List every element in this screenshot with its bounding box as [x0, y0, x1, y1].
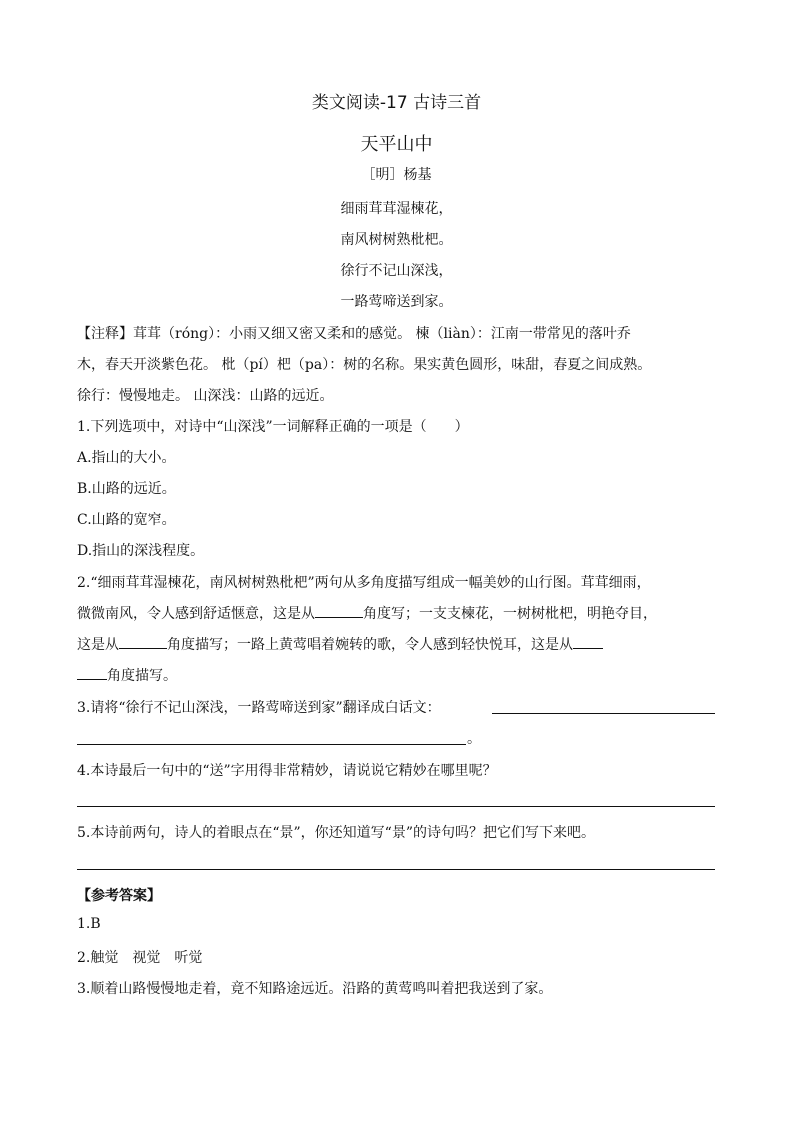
question-2-line-2-a: 微微南风，令人感到舒适惬意，这是从 — [77, 606, 315, 622]
question-5-stem: 5.本诗前两句，诗人的着眼点在“景”，你还知道写“景”的诗句吗？把它们写下来吧。 — [77, 825, 595, 841]
answer-blank-3[interactable] — [573, 634, 603, 649]
answer-blank-2[interactable] — [119, 634, 167, 649]
question-2-line-3-b: 角度描写；一路上黄莺唱着婉转的歌，令人感到轻快悦耳，这是从 — [167, 637, 573, 653]
question-2-line-3 — [77, 634, 603, 654]
poem-title: 天平山中 — [360, 134, 433, 155]
question-2-line-4-text: 角度描写。 — [107, 668, 177, 684]
answer-line-q3-a[interactable] — [492, 713, 715, 714]
poem-line-1: 细雨茸茸湿楝花， — [340, 201, 453, 217]
poem-author: ［明］杨基 — [361, 167, 432, 183]
question-4-stem: 4.本诗最后一句中的“送”字用得非常精妙，请说说它精妙在哪里呢？ — [77, 763, 497, 779]
answer-2: 2.触觉 视觉 听觉 — [77, 950, 203, 966]
page-title: 类文阅读-17 古诗三首 — [311, 93, 482, 113]
option-b: B.山路的远近。 — [77, 481, 176, 497]
answer-line-q5[interactable] — [77, 869, 715, 870]
question-3-end: 。 — [467, 731, 481, 747]
answer-3: 3.顺着山路慢慢地走着，竟不知路途远近。沿路的黄莺鸣叫着把我送到了家。 — [77, 981, 553, 997]
question-3-stem: 3.请将“徐行不记山深浅，一路莺啼送到家”翻译成白话文： — [77, 700, 441, 716]
option-d: D.指山的深浅程度。 — [77, 543, 205, 559]
answer-blank-3-continued[interactable] — [77, 665, 107, 680]
question-2-line-2-b: 角度写；一支支楝花，一树树枇杷，明艳夺目， — [363, 606, 657, 622]
notes-line-3: 徐行：慢慢地走。 山深浅：山路的远近。 — [77, 388, 334, 404]
option-c: C.山路的宽窄。 — [77, 512, 176, 528]
notes-line-2: 木，春天开淡紫色花。 枇（pí）杷（pa）：树的名称。果实黄色圆形，味甜，春夏之间成熟。 — [77, 357, 652, 373]
question-2-line-3-a: 这是从 — [77, 637, 119, 653]
option-a: A.指山的大小。 — [77, 450, 176, 466]
poem-line-4: 一路莺啼送到家。 — [340, 294, 453, 310]
answers-heading: 【参考答案】 — [77, 888, 161, 904]
question-2-line-4 — [77, 665, 177, 685]
answer-1: 1.B — [77, 916, 101, 932]
answer-line-q4[interactable] — [77, 806, 715, 807]
poem-line-2: 南风树树熟枇杷。 — [340, 232, 453, 248]
answer-line-q3-b[interactable] — [77, 744, 466, 745]
poem-line-3: 徐行不记山深浅， — [340, 263, 453, 279]
answer-blank-1[interactable] — [315, 603, 363, 618]
question-1-stem: 1.下列选项中，对诗中“山深浅”一词解释正确的一项是（ ） — [77, 419, 469, 435]
question-2-line-2 — [77, 603, 657, 623]
notes-line-1: 【注释】茸茸（róng）：小雨又细又密又柔和的感觉。 楝（liàn）：江南一带常见的落叶乔 — [77, 326, 631, 342]
question-2-line-1: 2.“细雨茸茸湿楝花，南风树树熟枇杷”两句从多角度描写组成一幅美妙的山行图。茸茸细雨， — [77, 575, 651, 591]
